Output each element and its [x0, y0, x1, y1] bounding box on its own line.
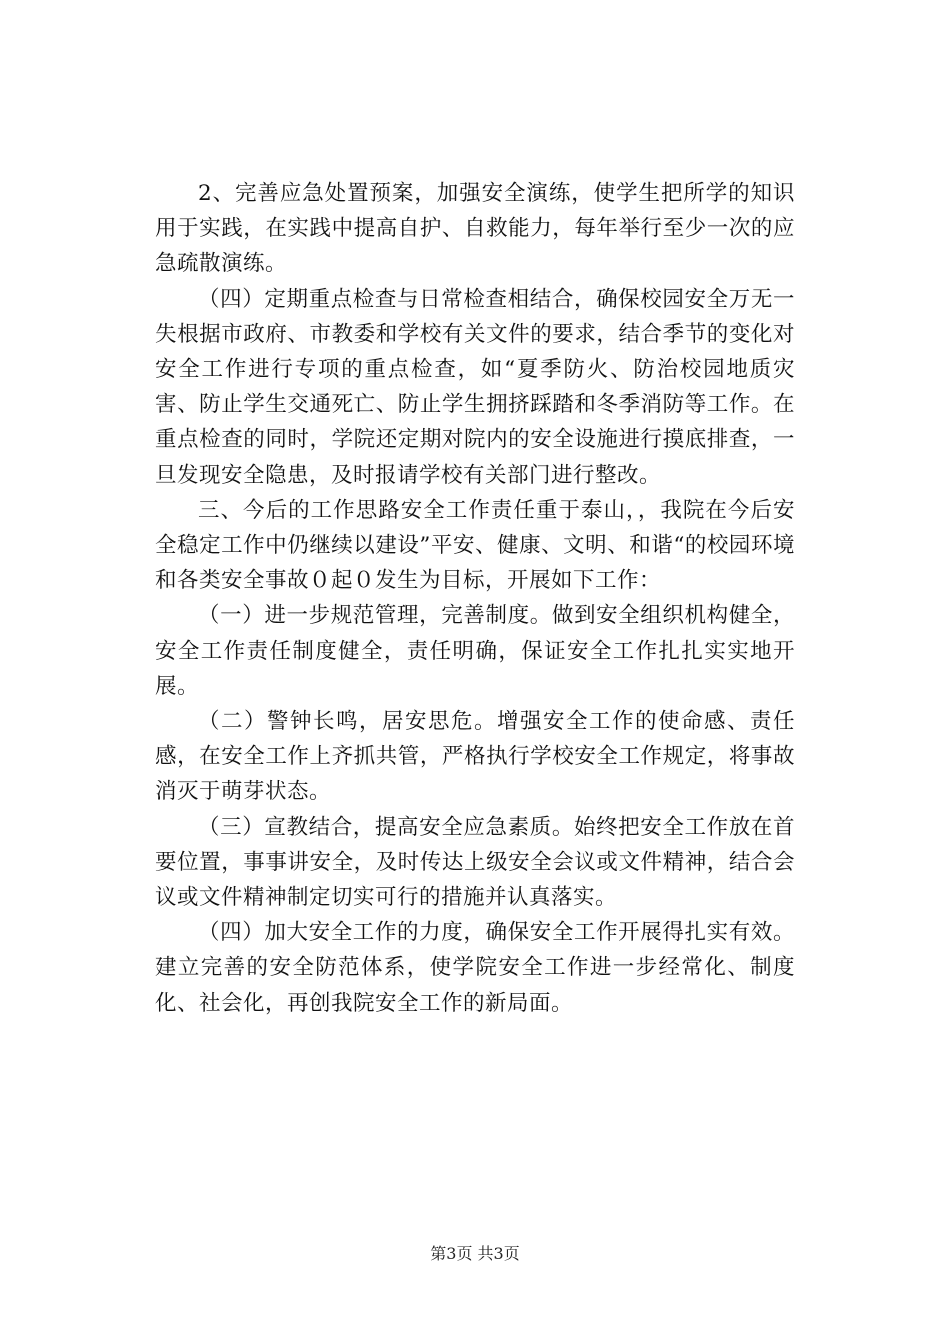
paragraph-education: （三）宣教结合，提高安全应急素质。始终把安全工作放在首要位置，事事讲安全，及时传达上级安全会议或文件精神，结合会议或文件精神制定切实可行的措施并认真落实。 — [155, 814, 795, 911]
document-body — [155, 176, 795, 1021]
paragraph-vigilance: （二）警钟长鸣，居安思危。增强安全工作的使命感、责任感，在安全工作上齐抓共管，严格执行学校安全工作规定，将事故消灭于萌芽状态。 — [155, 709, 795, 805]
paragraph-inspection: （四）定期重点检查与日常检查相结合，确保校园安全万无一失根据市政府、市教委和学校有关文件的要求，结合季节的变化对安全工作进行专项的重点检查，如“夏季防火、防治校园地质灾害、防止学生交通死亡、防止学生拥挤踩踏和冬季消防等工作。在重点检查的同时，学院还定期对院内的安全设施进行摸底排查，一旦发现安全隐患，及时报请学校有关部门进行整改。 — [155, 286, 795, 488]
paragraph-drill-plan: 2、完善应急处置预案，加强安全演练，使学生把所学的知识用于实践，在实践中提高自护、自救能力，每年举行至少一次的应急疏散演练。 — [155, 181, 795, 277]
paragraph-future-plan: 三、今后的工作思路安全工作责任重于泰山，，我院在今后安全稳定工作中仍继续以建设”平安、健康、文明、和谐“的校园环境和各类安全事故０起０发生为目标，开展如下工作： — [155, 497, 795, 594]
page-footer: 第3页 共3页 — [430, 1244, 520, 1263]
paragraph-management: （一）进一步规范管理，完善制度。做到安全组织机构健全，安全工作责任制度健全，责任明确，保证安全工作扎扎实实地开展。 — [155, 603, 795, 699]
paragraph-strengthen: （四）加大安全工作的力度，确保安全工作开展得扎实有效。建立完善的安全防范体系，使学院安全工作进一步经常化、制度化、社会化，再创我院安全工作的新局面。 — [155, 920, 795, 1016]
